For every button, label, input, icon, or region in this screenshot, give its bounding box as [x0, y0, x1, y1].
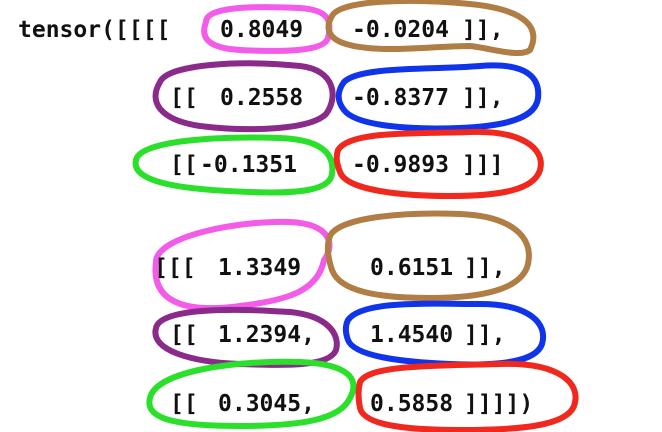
- open-r5: [[: [170, 322, 212, 348]
- value-r6c1: 0.3045,: [218, 391, 315, 417]
- value-r2c1: 0.2558: [220, 85, 304, 111]
- close-r3: ]]]: [462, 152, 504, 178]
- value-r3c1: -0.1351: [200, 152, 297, 178]
- value-r2c2: -0.8377: [352, 85, 449, 111]
- value-r5c2: 1.4540: [370, 322, 454, 348]
- value-r4c2: 0.6151: [370, 255, 454, 281]
- value-r3c2: -0.9893: [352, 152, 449, 178]
- open-r2: [[: [170, 85, 212, 111]
- open-r4: [[[: [154, 255, 210, 281]
- value-r5c1: 1.2394,: [218, 322, 315, 348]
- open-r3: [[: [170, 152, 198, 178]
- value-r4c1: 1.3349: [218, 255, 302, 281]
- close-r1: ]],: [462, 17, 504, 43]
- close-r2: ]],: [462, 85, 504, 111]
- value-r6c2: 0.5858: [370, 391, 454, 417]
- close-r6: ]]]]): [464, 391, 534, 417]
- close-r4: ]],: [464, 255, 506, 281]
- tensor-prefix: tensor([[[[: [18, 17, 171, 43]
- value-r1c2: -0.0204: [352, 17, 449, 43]
- close-r5: ]],: [464, 322, 506, 348]
- value-r1c1: 0.8049: [220, 17, 304, 43]
- open-r6: [[: [170, 391, 212, 417]
